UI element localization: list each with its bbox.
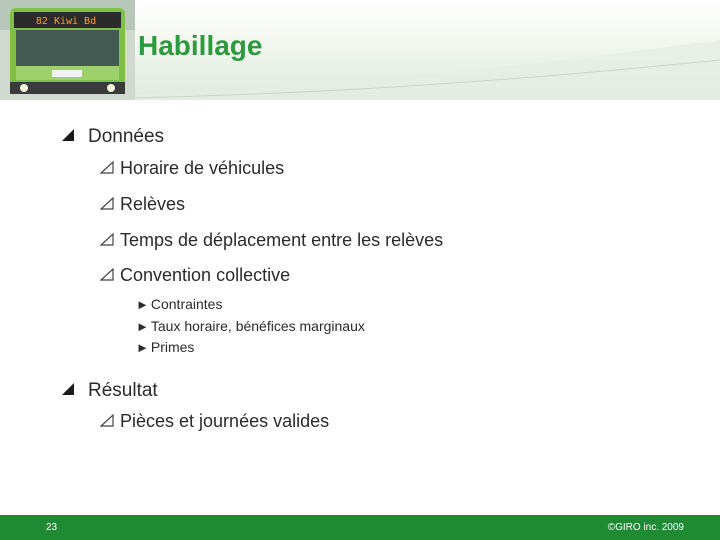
list-item: [100, 194, 185, 215]
sub-list-item-label: Contraintes: [150, 296, 223, 312]
outline-triangle-bullet-icon: [100, 233, 114, 246]
sub-list-item: [136, 296, 222, 312]
arrow-bullet-icon: ►: [136, 297, 149, 312]
arrow-bullet-icon: ►: [136, 319, 149, 334]
list-item-label: Convention collective: [120, 265, 291, 285]
outline-triangle-bullet-icon: [100, 414, 114, 427]
arrow-bullet-icon: ►: [136, 340, 149, 355]
bus-destination-sign: 82 Kiwi Bd: [35, 16, 97, 27]
triangle-bullet-icon: [62, 129, 74, 141]
list-item-label: Pièces et journées valides: [120, 411, 330, 431]
sub-list-item-label: Primes: [150, 339, 195, 355]
page-title: Habillage: [138, 30, 263, 61]
list-item: [100, 411, 329, 432]
list-item: [100, 230, 443, 251]
section-label: Résultat: [88, 380, 158, 401]
list-item: [100, 158, 284, 179]
bus-image: [0, 0, 135, 100]
slide-number: 23: [46, 522, 58, 533]
sub-list-item: [136, 318, 365, 334]
outline-triangle-bullet-icon: [100, 268, 114, 281]
triangle-bullet-icon: [62, 383, 74, 395]
list-item-label: Relèves: [120, 194, 186, 214]
header-banner: [0, 0, 720, 100]
copyright-text: ©GIRO inc. 2009: [607, 522, 684, 533]
section-donnees: [62, 126, 164, 148]
list-item-label: Temps de déplacement entre les relèves: [120, 230, 444, 250]
sub-list-item-label: Taux horaire, bénéfices marginaux: [150, 318, 365, 334]
section-resultat: [62, 380, 158, 402]
list-item-label: Horaire de véhicules: [120, 158, 285, 178]
footer-bar: [0, 515, 720, 540]
sub-list-item: [136, 339, 194, 355]
list-item: [100, 265, 290, 286]
outline-triangle-bullet-icon: [100, 197, 114, 210]
outline-triangle-bullet-icon: [100, 161, 114, 174]
section-label: Données: [88, 126, 165, 147]
